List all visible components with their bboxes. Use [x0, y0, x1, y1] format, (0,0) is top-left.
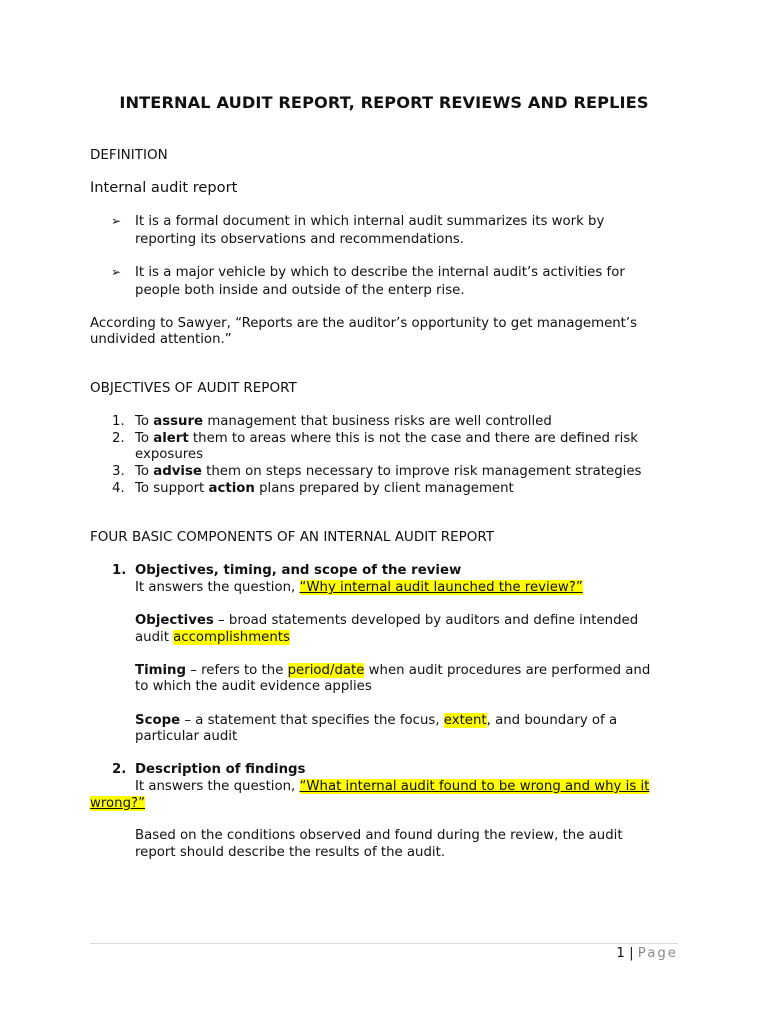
timing-definition-line-1: Timing – refers to the period/date when audit procedures are performed and: [135, 663, 651, 678]
highlighted-text: extent: [443, 713, 487, 728]
bullet-2-line-2: people both inside and outside of the enterp rise.: [135, 283, 465, 298]
sawyer-quote-line-1: According to Sawyer, “Reports are the auditor’s opportunity to get management’s: [90, 316, 638, 331]
component-1-question: It answers the question, “Why internal audit launched the review?”: [135, 580, 583, 595]
definition-subheading: Internal audit report: [90, 179, 238, 196]
page-label: Page: [637, 946, 678, 961]
list-item: To advise them on steps necessary to improve risk management strategies: [135, 464, 642, 479]
page-number: 1: [616, 946, 625, 961]
component-2-title: Description of findings: [135, 762, 306, 777]
scope-definition-line-2: particular audit: [135, 729, 238, 744]
highlighted-text: accomplishments: [173, 630, 290, 645]
component-number: 2.: [112, 762, 127, 777]
list-item-continuation: exposures: [135, 447, 204, 462]
footer-divider: [90, 943, 678, 944]
component-number: 1.: [112, 563, 127, 578]
timing-definition-line-2: to which the audit evidence applies: [135, 679, 372, 694]
component-2-question-line-1: It answers the question, “What internal audit found to be wrong and why is it: [135, 779, 650, 794]
document-title: INTERNAL AUDIT REPORT, REPORT REVIEWS AND REPLIES: [119, 93, 649, 112]
definition-heading: DEFINITION: [90, 147, 168, 163]
bullet-1-line-1: It is a formal document in which internal audit summarizes its work by: [135, 214, 605, 229]
objectives-heading: OBJECTIVES OF AUDIT REPORT: [90, 380, 297, 396]
findings-paragraph-line-2: report should describe the results of the audit.: [135, 845, 446, 860]
bullet-2-line-1: It is a major vehicle by which to describe the internal audit’s activities for: [135, 265, 625, 280]
list-number: 2.: [112, 431, 125, 446]
page-footer: [616, 945, 678, 962]
scope-definition-line-1: Scope – a statement that specifies the focus, extent, and boundary of a: [135, 713, 618, 728]
list-number: 4.: [112, 481, 125, 496]
list-number: 3.: [112, 464, 125, 479]
footer-separator: |: [629, 946, 634, 961]
objectives-definition-line-1: Objectives – broad statements developed by auditors and define intended: [135, 613, 639, 628]
list-item: To alert them to areas where this is not the case and there are defined risk: [135, 431, 638, 446]
list-item: To assure management that business risks are well controlled: [135, 414, 552, 429]
arrow-bullet-icon: ➢: [111, 265, 122, 279]
list-item: To support action plans prepared by client management: [135, 481, 514, 496]
bullet-1-line-2: reporting its observations and recommendations.: [135, 232, 465, 247]
highlighted-text: “Why internal audit launched the review?”: [299, 580, 583, 595]
components-heading: FOUR BASIC COMPONENTS OF AN INTERNAL AUDIT REPORT: [90, 529, 495, 545]
objectives-definition-line-2: audit accomplishments: [135, 630, 290, 645]
sawyer-quote-line-2: undivided attention.”: [90, 332, 232, 347]
findings-paragraph-line-1: Based on the conditions observed and found during the review, the audit: [135, 828, 623, 843]
component-2-question-line-2: [90, 795, 145, 812]
component-1-title: Objectives, timing, and scope of the review: [135, 563, 462, 578]
highlighted-text: wrong?”: [90, 796, 145, 811]
list-number: 1.: [112, 414, 125, 429]
highlighted-text: “What internal audit found to be wrong and why is it: [299, 779, 650, 794]
arrow-bullet-icon: ➢: [111, 214, 122, 228]
highlighted-text: period/date: [287, 663, 365, 678]
